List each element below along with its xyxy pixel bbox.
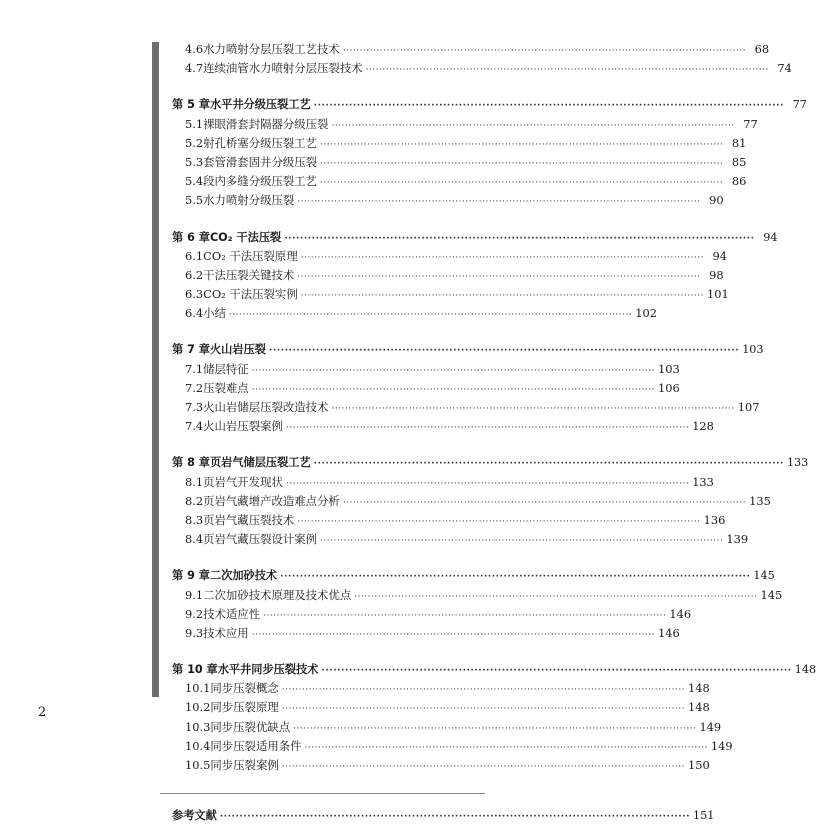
toc-entry-page: 146: [669, 606, 692, 621]
dot-leader: ························································································································: [281, 762, 686, 772]
toc-entry-page: 146: [658, 625, 680, 640]
toc-entry-title: 同步压裂案例: [210, 758, 279, 772]
toc-entry-page: 128: [692, 419, 714, 434]
dot-leader: ························································································································: [263, 610, 667, 621]
chapter-heading-page: 94: [763, 230, 778, 244]
chapter-heading-page: 145: [753, 569, 775, 583]
chapter-heading-title: 水平井分级压裂工艺: [209, 98, 311, 112]
toc-group: [172, 340, 764, 436]
group-spacer: [172, 211, 478, 228]
toc-entry-number: 10.5: [185, 758, 211, 772]
toc-entry-title: 储层特征: [203, 361, 249, 376]
dot-leader: ························································································································: [251, 629, 656, 640]
toc-entry[interactable]: [172, 492, 771, 511]
toc-entry-number: 5.1: [185, 116, 204, 131]
dot-leader: ························································································································: [293, 723, 697, 734]
toc-entry-title: 二次加砂技术原理及技术优点: [203, 587, 352, 602]
toc-entry-page: 85: [731, 154, 747, 169]
toc-entry-title: 射孔桥塞分级压裂工艺: [203, 135, 318, 150]
divider: [160, 793, 485, 794]
toc-entry[interactable]: [172, 756, 710, 775]
toc-entry-page: 101: [707, 287, 729, 302]
toc-entry-number: 10.1: [185, 681, 211, 696]
toc-entry-title: CO₂ 干法压裂原理: [203, 248, 298, 263]
chapter-heading-page: 103: [742, 343, 764, 357]
toc-entry-number: 10.3: [185, 719, 211, 734]
dot-leader: ························································································································: [281, 704, 686, 715]
dot-leader: ························································································································: [321, 666, 792, 677]
toc-entry-number: 6.3: [185, 287, 204, 302]
chapter-heading-title: 水平井同步压裂技术: [217, 663, 319, 677]
toc-entry-page: 107: [737, 400, 760, 414]
group-spacer: [172, 323, 478, 340]
toc-entry-number: 4.6: [185, 42, 204, 56]
dot-leader: ························································································································: [300, 252, 705, 263]
toc-entry-title: 小结: [203, 306, 226, 321]
toc-entry-page: 139: [726, 532, 749, 547]
dot-leader: ························································································································: [228, 310, 633, 321]
dot-leader: ························································································································: [281, 685, 686, 696]
toc-entry-page: 135: [749, 493, 771, 508]
toc-entry-title: 干法压裂关键技术: [203, 267, 295, 282]
group-spacer: [172, 436, 478, 453]
toc-entry-number: 5.5: [185, 193, 204, 208]
dot-leader: ························································································································: [342, 497, 747, 508]
toc-entry[interactable]: [172, 624, 680, 643]
group-spacer: [172, 78, 478, 95]
toc-entry-page: 145: [760, 587, 783, 602]
toc-entry-page: 103: [658, 361, 680, 376]
toc-entry[interactable]: [172, 379, 680, 398]
toc-entry[interactable]: [172, 360, 680, 379]
chapter-heading-number: 第 5 章: [172, 98, 210, 112]
toc-entry[interactable]: [172, 191, 724, 210]
toc-group: [172, 40, 792, 78]
toc-entry-title: 火山岩压裂案例: [203, 419, 283, 434]
toc-entry-page: 150: [688, 758, 710, 772]
chapter-heading-title: CO₂ 干法压裂: [209, 230, 282, 244]
toc-group: [172, 806, 715, 825]
chapter-heading[interactable]: [172, 95, 807, 114]
dot-leader: ························································································································: [365, 65, 769, 76]
toc-entry[interactable]: [172, 115, 758, 134]
toc-entry-title: 火山岩储层压裂改造技术: [203, 400, 329, 414]
toc-entry-title: 同步压裂概念: [210, 681, 279, 696]
dot-leader: ························································································································: [320, 536, 724, 547]
toc-entry-title: 技术应用: [203, 625, 249, 640]
toc-entry-number: 7.1: [185, 361, 204, 376]
toc-entry-title: CO₂ 干法压裂实例: [203, 287, 298, 302]
toc-group: [172, 566, 783, 643]
toc-entry-page: 94: [712, 248, 728, 263]
chapter-heading[interactable]: [172, 660, 816, 679]
dot-leader: ························································································································: [285, 478, 690, 489]
toc-entry-page: 136: [703, 512, 726, 527]
toc-entry-title: 段内多缝分级压裂工艺: [203, 174, 318, 189]
toc-entry[interactable]: [172, 134, 747, 153]
toc-entry-title: 裸眼滑套封隔器分级压裂: [203, 116, 329, 131]
toc-entry-title: 同步压裂适用条件: [210, 738, 302, 753]
dot-leader: ························································································································: [331, 120, 735, 131]
chapter-heading-number: 第 9 章: [172, 569, 210, 583]
dot-leader: ························································································································: [297, 197, 701, 208]
toc-entry[interactable]: [172, 530, 749, 549]
chapter-heading-title: 页岩气储层压裂工艺: [209, 456, 311, 470]
toc-entry[interactable]: [172, 417, 714, 436]
toc-group: [172, 453, 809, 549]
dot-leader: ························································································································: [268, 346, 740, 357]
toc-entry-number: 8.1: [185, 474, 204, 489]
group-spacer: [172, 549, 478, 566]
toc-entry-page: 148: [688, 681, 710, 696]
dot-leader: ························································································································: [297, 271, 701, 282]
toc-entry-page: 77: [743, 116, 758, 131]
toc-entry[interactable]: [172, 398, 760, 417]
toc-entry[interactable]: [172, 59, 792, 78]
toc-entry-number: 7.2: [185, 380, 204, 395]
chapter-heading[interactable]: [172, 566, 775, 585]
dot-leader: ························································································································: [280, 572, 751, 583]
toc-entry-number: 10.4: [185, 738, 211, 753]
toc-entry[interactable]: [172, 285, 729, 304]
toc-entry-title: 技术适应性: [203, 606, 261, 621]
dot-leader: ························································································································: [285, 423, 690, 434]
references-heading[interactable]: [172, 806, 715, 825]
chapter-heading[interactable]: [172, 453, 809, 472]
toc-entry-title: 页岩气藏压裂技术: [203, 512, 295, 527]
chapter-heading-number: 第 6 章: [172, 230, 210, 244]
dot-leader: ························································································································: [304, 742, 708, 753]
dot-leader: ························································································································: [342, 46, 747, 56]
dot-leader: ························································································································: [313, 101, 784, 112]
toc-entry[interactable]: [172, 40, 770, 59]
toc-entry[interactable]: [172, 172, 747, 191]
chapter-heading-number: 第 8 章: [172, 456, 210, 470]
chapter-heading-title: 二次加砂技术: [209, 569, 278, 583]
toc-entry-number: 8.4: [185, 532, 204, 547]
toc-entry-number: 5.4: [185, 174, 204, 189]
references-heading-title: 参考文献: [172, 809, 217, 823]
toc-entry-page: 86: [731, 174, 747, 189]
toc-entry-title: 压裂难点: [203, 380, 249, 395]
toc-entry-page: 68: [754, 42, 770, 56]
dot-leader: ························································································································: [300, 291, 705, 302]
dot-leader: ························································································································: [313, 459, 784, 470]
chapter-heading-page: 148: [794, 663, 816, 677]
chapter-heading-page: 77: [792, 98, 807, 112]
page-number: 2: [38, 705, 47, 720]
toc-entry-number: 5.2: [185, 135, 204, 150]
toc-entry-title: 同步压裂优缺点: [210, 719, 291, 734]
chapter-heading-number: 第 7 章: [172, 343, 210, 357]
toc-entry[interactable]: [172, 304, 657, 323]
toc-entry-title: 连续油管水力喷射分层压裂技术: [203, 61, 363, 76]
chapter-heading[interactable]: [172, 228, 778, 247]
toc-entry-number: 5.3: [185, 154, 204, 169]
toc-entry[interactable]: [172, 511, 726, 530]
chapter-heading-title: 火山岩压裂: [209, 343, 266, 357]
dot-leader: ························································································································: [354, 591, 758, 602]
toc-entry[interactable]: [172, 737, 733, 756]
toc-entry-page: 148: [688, 700, 710, 715]
toc-entry-page: 149: [710, 738, 733, 753]
toc-entry-page: 90: [709, 193, 724, 208]
toc-entry-page: 149: [699, 719, 722, 734]
dot-leader: ························································································································: [320, 139, 724, 150]
dot-leader: ························································································································: [297, 516, 701, 527]
group-spacer: [172, 643, 478, 660]
toc-entry-number: 7.4: [185, 419, 204, 434]
toc-entry-page: 133: [692, 474, 714, 489]
references-heading-page: 151: [693, 809, 715, 823]
toc-entry-number: 4.7: [185, 61, 204, 76]
toc-entry-number: 10.2: [185, 700, 211, 715]
toc-entry-page: 102: [635, 306, 657, 321]
toc-entry-page: 81: [731, 135, 747, 150]
toc-entry-title: 页岩气开发现状: [203, 474, 283, 489]
toc-entry-title: 页岩气藏增产改造难点分析: [203, 493, 340, 508]
toc-entry[interactable]: [172, 698, 710, 717]
toc-entry-title: 页岩气藏压裂设计案例: [203, 532, 318, 547]
chapter-heading-number: 第 10 章: [172, 663, 218, 677]
toc-entry-number: 9.3: [185, 625, 204, 640]
toc-entry[interactable]: [172, 266, 724, 285]
toc-entry-number: 6.1: [185, 248, 204, 263]
chapter-heading[interactable]: [172, 340, 764, 359]
toc-entry-page: 98: [709, 267, 724, 282]
dot-leader: ························································································································: [331, 404, 735, 414]
toc-entry-number: 6.4: [185, 306, 204, 321]
dot-leader: ························································································································: [251, 365, 656, 376]
toc-group: [172, 95, 807, 210]
dot-leader: ························································································································: [219, 812, 691, 823]
toc-entry-number: 9.1: [185, 587, 204, 602]
toc-entry-number: 7.3: [185, 400, 204, 414]
toc-entry[interactable]: [172, 473, 714, 492]
dot-leader: ························································································································: [320, 178, 724, 189]
toc-entry-title: 同步压裂原理: [210, 700, 279, 715]
toc-entry-title: 套管滑套固井分级压裂: [203, 154, 318, 169]
toc-entry-number: 8.2: [185, 493, 204, 508]
toc-entry[interactable]: [172, 679, 710, 698]
toc-entry-page: 74: [777, 61, 792, 76]
toc-entry[interactable]: [172, 605, 692, 624]
toc-entry-number: 8.3: [185, 512, 204, 527]
dot-leader: ························································································································: [284, 233, 755, 244]
dot-leader: ························································································································: [251, 384, 656, 395]
toc-entry-page: 106: [658, 380, 680, 395]
chapter-heading-page: 133: [786, 456, 809, 470]
toc-entry-title: 水力喷射分层压裂工艺技术: [203, 42, 340, 56]
toc-group: [172, 228, 778, 324]
toc-entry-title: 水力喷射分级压裂: [203, 193, 295, 208]
table-of-contents: [172, 40, 816, 825]
toc-group: [172, 660, 816, 775]
group-spacer: [172, 775, 478, 806]
toc-entry-number: 6.2: [185, 267, 204, 282]
dot-leader: ························································································································: [320, 158, 724, 169]
toc-entry[interactable]: [172, 153, 747, 172]
toc-entry[interactable]: [172, 586, 783, 605]
toc-entry-number: 9.2: [185, 606, 204, 621]
page-edge-bar: [152, 42, 159, 697]
toc-entry[interactable]: [172, 247, 728, 266]
toc-entry[interactable]: [172, 718, 722, 737]
